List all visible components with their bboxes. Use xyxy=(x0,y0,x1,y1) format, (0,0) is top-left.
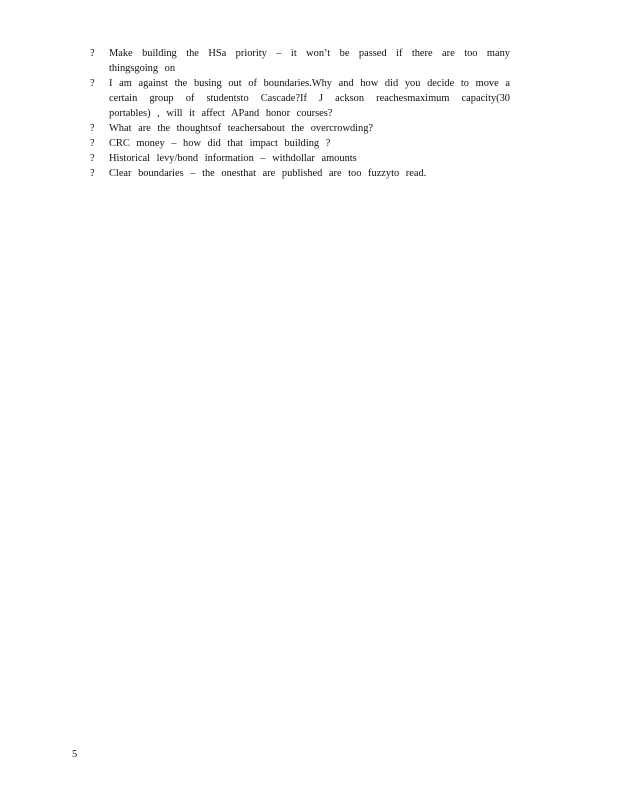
bullet-item-crc-money xyxy=(90,136,510,151)
bullet-item-clear-boundaries xyxy=(90,166,510,181)
bullet-text: CRC money – how did that impact building ? xyxy=(109,138,331,149)
bullet-marker: ? xyxy=(90,168,95,179)
bullet-marker: ? xyxy=(90,78,95,89)
page-number: 5 xyxy=(72,749,78,760)
bullet-item-levy-bond xyxy=(90,151,510,166)
bullet-item-teacher-thoughts xyxy=(90,121,510,136)
bullet-list xyxy=(90,46,510,181)
bullet-item-hs-priority xyxy=(90,46,510,76)
bullet-marker: ? xyxy=(90,153,95,164)
bullet-marker: ? xyxy=(90,48,95,59)
bullet-text: Clear boundaries – the onesthat are published are too fuzzyto read. xyxy=(109,168,427,179)
bullet-text: Historical levy/bond information – withdollar amounts xyxy=(109,153,357,164)
bullet-text: What are the thoughtsof teachersabout the overcrowding? xyxy=(109,123,374,134)
bullet-text: Make building the HSa priority – it won’t be passed if there are too many thingsgoing on xyxy=(109,48,510,74)
bullet-item-busing-boundaries xyxy=(90,76,510,121)
bullet-text: I am against the busing out of boundaries.Why and how did you decide to move a certain group of studentsto Cascade?If J ackson reachesmaximum capacity(30 portables) , will it affect APand honor courses? xyxy=(109,78,510,119)
bullet-marker: ? xyxy=(90,138,95,149)
bullet-marker: ? xyxy=(90,123,95,134)
